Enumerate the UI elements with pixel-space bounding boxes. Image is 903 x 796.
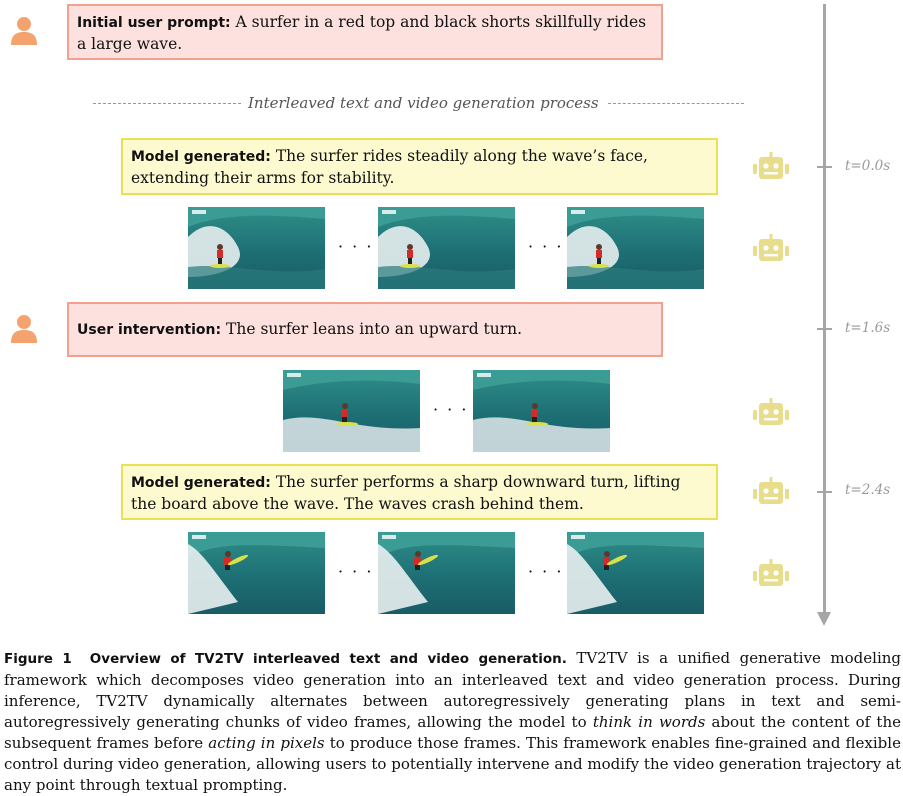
caption-body-3: to produce those frames. This framework enables fine-grained and flexible control during video generation, allowing users to potentially intervene and modify the video generation trajectory at any point through textual prompting. bbox=[4, 734, 901, 794]
user-intervention-box bbox=[67, 302, 663, 357]
model-generated-box-2 bbox=[121, 464, 718, 520]
model-generated-text-1: The surfer rides steadily along the wave’s face, extending their arms for stability. bbox=[131, 147, 648, 187]
caption-body-2: about the content of the subsequent frames before bbox=[4, 713, 901, 752]
timeline-label-t3: t=2.4s bbox=[845, 482, 891, 498]
model-generated-box-1 bbox=[121, 138, 718, 195]
robot-icon bbox=[753, 398, 789, 430]
timeline-tick-1 bbox=[817, 166, 832, 168]
video-frame bbox=[378, 532, 515, 614]
figure-caption bbox=[4, 648, 901, 796]
timeline-label-t1: t=0.0s bbox=[845, 158, 891, 174]
video-frame bbox=[567, 532, 704, 614]
process-label: Interleaved text and video generation process bbox=[248, 94, 599, 112]
caption-emphasis-2: acting in pixels bbox=[208, 734, 325, 752]
initial-prompt-box bbox=[67, 4, 663, 60]
video-frame bbox=[473, 370, 610, 452]
caption-figure-number: Figure 1 bbox=[4, 651, 72, 667]
ellipsis: · · · bbox=[528, 237, 564, 256]
video-frame bbox=[188, 207, 325, 289]
process-dash-left bbox=[93, 103, 241, 104]
model-generated-label-2: Model generated: bbox=[131, 475, 271, 491]
robot-icon bbox=[753, 559, 789, 591]
ellipsis: · · · bbox=[528, 562, 564, 581]
timeline-tick-2 bbox=[817, 328, 832, 330]
process-dash-right bbox=[608, 103, 744, 104]
timeline-tick-3 bbox=[817, 491, 832, 493]
robot-icon bbox=[753, 477, 789, 509]
robot-icon bbox=[753, 234, 789, 266]
person-icon bbox=[10, 314, 38, 344]
person-icon bbox=[10, 16, 38, 46]
model-generated-text-2: The surfer performs a sharp downward turn, lifting the board above the wave. The waves crash behind them. bbox=[131, 473, 681, 513]
caption-title: Overview of TV2TV interleaved text and video generation. bbox=[89, 651, 567, 667]
ellipsis: · · · bbox=[338, 562, 374, 581]
video-frame bbox=[283, 370, 420, 452]
timeline-axis bbox=[823, 4, 826, 616]
caption-emphasis-1: think in words bbox=[592, 713, 706, 731]
caption-body-1: which decomposes video generation into an interleaved text and video generation process. During inference, TV2TV dynamically alternates between autoregressively generating plans in text and semi-autoregressively generating chunks of video frames, allowing the model to bbox=[4, 671, 901, 731]
ellipsis: · · · bbox=[433, 400, 469, 419]
initial-prompt-text: A surfer in a red top and black shorts skillfully rides a large wave. bbox=[77, 13, 647, 53]
user-intervention-text: The surfer leans into an upward turn. bbox=[226, 320, 523, 338]
model-generated-label-1: Model generated: bbox=[131, 149, 271, 165]
timeline-label-t2: t=1.6s bbox=[845, 320, 891, 336]
video-frame bbox=[378, 207, 515, 289]
ellipsis: · · · bbox=[338, 237, 374, 256]
robot-icon bbox=[753, 152, 789, 184]
timeline-arrowhead bbox=[817, 612, 831, 626]
caption-lead: TV2TV is a unified generative modeling framework bbox=[4, 649, 902, 689]
video-frame bbox=[188, 532, 325, 614]
video-frame bbox=[567, 207, 704, 289]
user-intervention-label: User intervention: bbox=[77, 322, 222, 338]
initial-prompt-label: Initial user prompt: bbox=[77, 15, 231, 31]
